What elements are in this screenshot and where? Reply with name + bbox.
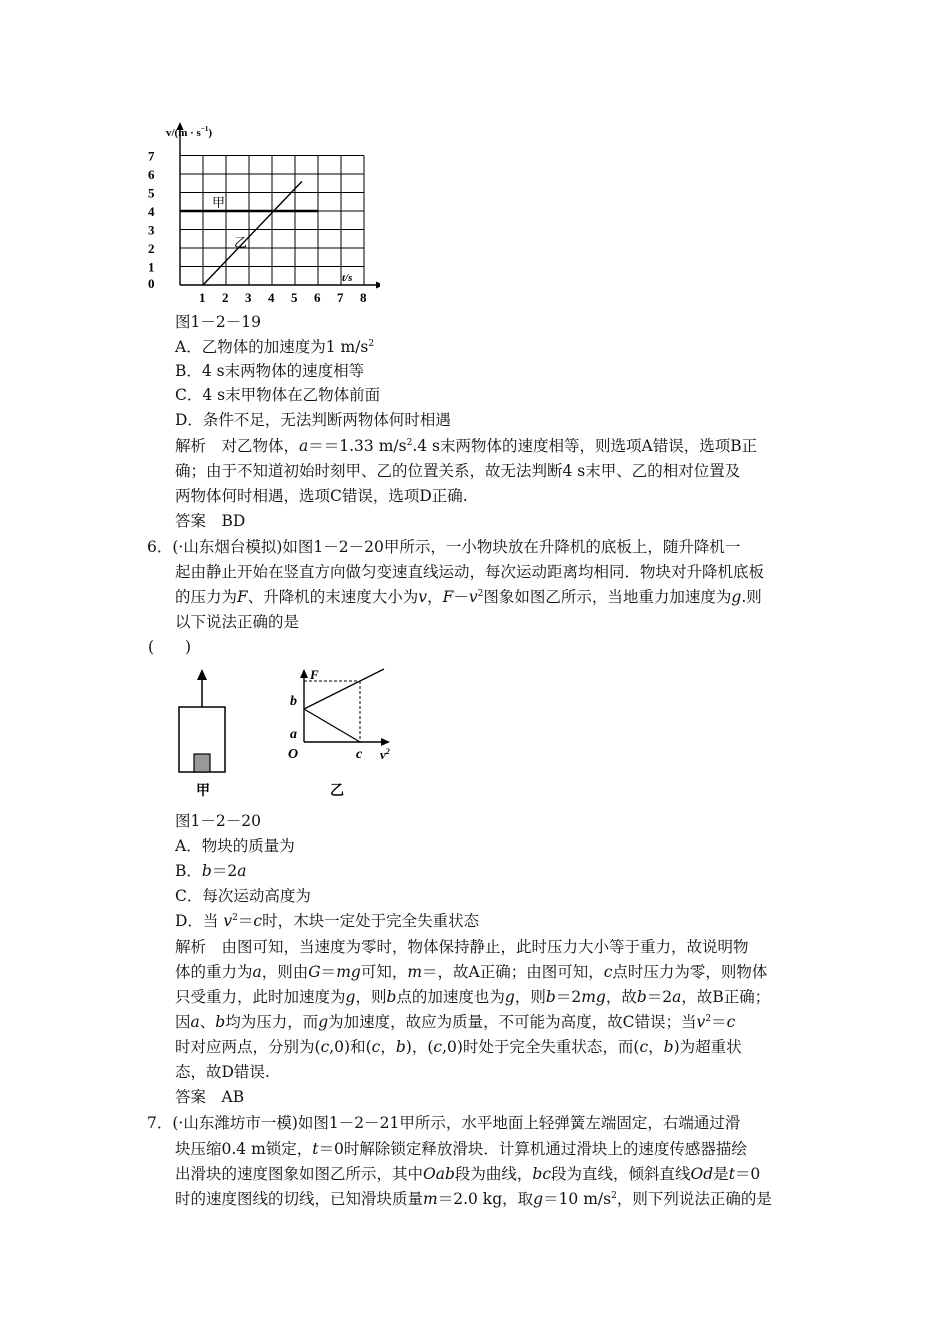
x-tick-label: 3	[245, 290, 252, 305]
figure-label-yi: 乙	[330, 784, 344, 799]
y-tick-label: 5	[148, 185, 155, 201]
q5-explanation-line1: 解析 对乙物体，a＝＝1.33 $m/s^2.4$ s末两物体的速度相等，则选项A错误，选项B正	[175, 437, 758, 455]
q6-explanation-line5: 时对应两点，分别为(c,0)和(c，b)，(c,0)时处于完全失重状态，而(c，b)为超重状	[175, 1038, 742, 1056]
q6-option-a: A．物块的质量为	[175, 837, 295, 855]
q5-option-a: A．乙物体的加速度为1 $m/s^2$	[175, 338, 375, 356]
q7-stem-line1: 7．(·山东潍坊市一模)如图1－2－21甲所示，水平地面上轻弹簧左端固定，右端通过滑	[147, 1114, 741, 1132]
y-tick-label: 3	[148, 222, 155, 238]
y-tick-label: 1	[148, 259, 155, 275]
x-tick-label: 4	[268, 290, 275, 305]
chart-y-axis-label: $v/(m \cdot s^{-1})$	[166, 125, 213, 139]
block	[194, 754, 210, 772]
chart-origin-label: 0	[148, 276, 155, 291]
label-v2: $v^2$	[380, 747, 390, 762]
x-tick-label: 6	[314, 290, 321, 305]
chart-x-axis-label: t/s	[342, 272, 353, 284]
q6-answer-bracket: ( )	[148, 638, 192, 656]
q6-option-b: B．b＝2a	[175, 862, 247, 880]
q5-option-b: B．4 s末两物体的速度相等	[175, 362, 365, 380]
q5-option-c: C．4 s末甲物体在乙物体前面	[175, 386, 381, 404]
q6-stem-line4: 以下说法正确的是	[175, 613, 300, 631]
x-tick-label: 8	[360, 290, 367, 305]
q6-stem-line1: 6．(·山东烟台模拟)如图1－2－20甲所示，一小物块放在升降机的底板上，随升降机一	[147, 538, 741, 556]
figure-label-jia: 甲	[196, 784, 210, 799]
label-O: O	[288, 747, 299, 762]
q6-stem-line3: 的压力为F、升降机的末速度大小为v，$F-v^2$图象如图乙所示，当地重力加速度为g.则	[175, 588, 762, 606]
series-label-jia: 甲	[212, 195, 226, 210]
q6-explanation-line2: 体的重力为a，则由G＝mg可知，m＝，故A正确；由图可知，c点时压力为零，则物体	[175, 963, 768, 981]
q6-explanation-line1: 解析 由图可知，当速度为零时，物体保持静止，此时压力大小等于重力，故说明物	[175, 938, 749, 956]
q7-stem-line3: 出滑块的速度图象如图乙所示，其中Oab段为曲线，bc段为直线，倾斜直线Od是t＝0	[175, 1165, 761, 1183]
q6-option-c: C．每次运动高度为	[175, 887, 311, 905]
q6-option-d: D．当 $v^2=c$时，木块一定处于完全失重状态	[175, 912, 480, 930]
q6-stem-line2: 起由静止开始在竖直方向做匀变速直线运动，每次运动距离均相同．物块对升降机底板	[175, 563, 765, 581]
elevator-diagram	[170, 665, 240, 805]
q6-explanation-line4: 因a、b均为压力，而g为加速度，故应为质量，不可能为高度，故C错误；当$v^2=c$	[175, 1013, 736, 1031]
y-tick-label: 7	[148, 148, 155, 164]
q5-explanation-line2: 确；由于不知道初始时刻甲、乙的位置关系，故无法判断4 s末甲、乙的相对位置及	[175, 462, 741, 480]
y-tick-label: 6	[148, 167, 155, 182]
q5-option-d: D．条件不足，无法判断两物体何时相遇	[175, 411, 451, 429]
x-axis-arrow	[376, 282, 380, 289]
x-tick-label: 1	[199, 290, 206, 305]
q7-stem-line2: 块压缩0.4 m锁定，t＝0时解除锁定释放滑块．计算机通过滑块上的速度传感器描绘	[175, 1140, 747, 1158]
y-tick-label: 4	[148, 204, 155, 219]
label-a: a	[290, 727, 297, 742]
q7-stem-line4: 时的速度图线的切线，已知滑块质量m＝2.0 kg，取g＝10 $m/s^2$，则下列说法正确的是	[175, 1190, 772, 1208]
figure-caption-20: 图1－2－20	[175, 812, 261, 830]
y-axis-arrow	[300, 669, 308, 678]
q5-answer: 答案 BD	[175, 512, 246, 530]
series-label-yi: 乙	[234, 235, 248, 250]
v-t-chart	[140, 120, 380, 310]
label-F: F	[310, 667, 319, 682]
x-axis-arrow	[381, 738, 390, 746]
falling-line	[304, 709, 360, 742]
figure-caption-19: 图1－2－19	[175, 313, 261, 331]
arrow-head	[197, 669, 207, 680]
label-c: c	[356, 747, 363, 762]
x-tick-label: 7	[337, 290, 344, 305]
x-tick-label: 2	[222, 290, 229, 305]
q5-explanation-line3: 两物体何时相遇，选项C错误，选项D正确.	[175, 487, 468, 505]
label-b: b	[290, 694, 297, 709]
y-tick-label: 2	[148, 241, 155, 256]
q6-explanation-line6: 态，故D错误.	[175, 1063, 270, 1081]
q6-explanation-line3: 只受重力，此时加速度为g，则b点的加速度也为g，则b＝2mg，故b＝2a，故B正确；	[175, 988, 771, 1006]
q6-answer: 答案 AB	[175, 1088, 245, 1106]
F-v2-graph	[280, 665, 400, 805]
x-tick-label: 5	[291, 290, 298, 305]
